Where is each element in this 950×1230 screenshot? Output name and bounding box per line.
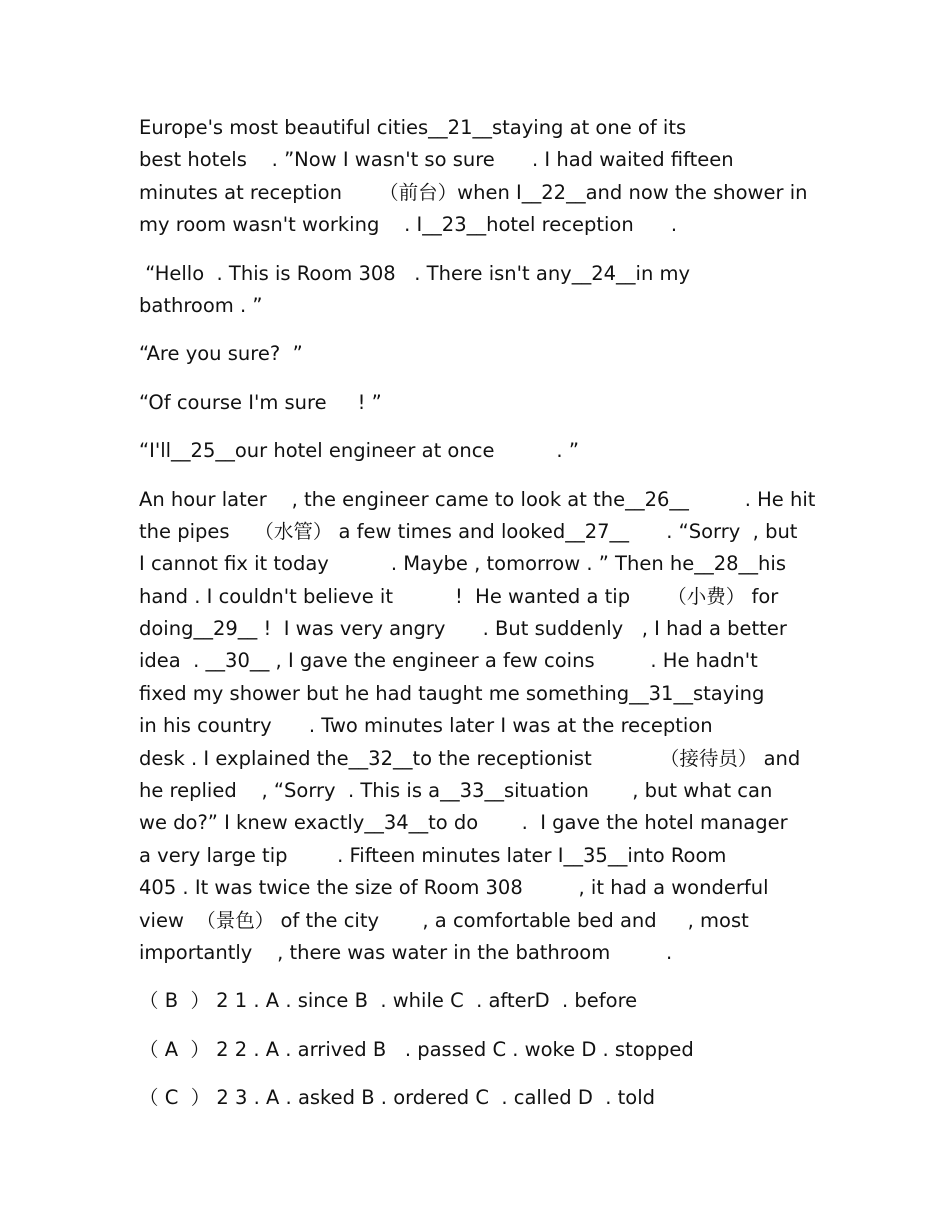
text-line: “Of course I'm sure ! ”: [139, 390, 382, 414]
text-line: best hotels . ”Now I wasn't so sure . I had waited fifteen: [139, 148, 734, 172]
text-line: desk . I explained the__32__to the receptionist （接待员） and: [139, 746, 801, 770]
paragraph-3: [139, 338, 869, 370]
text-line: idea . __30__ , I gave the engineer a few coins . He hadn't: [139, 649, 758, 673]
text-line: An hour later , the engineer came to look at the__26__ . He hit: [139, 487, 816, 511]
text-line: minutes at reception （前台）when I__22__and now the shower in: [139, 180, 808, 204]
text-line: “Are you sure? ”: [139, 342, 303, 366]
cloze-passage: [139, 112, 869, 969]
question-list: [139, 985, 869, 1131]
text-line: a very large tip . Fifteen minutes later I__35__into Room: [139, 843, 727, 867]
paragraph-5: [139, 435, 869, 467]
paragraph-2: [139, 258, 869, 323]
text-line: my room wasn't working . I__23__hotel reception .: [139, 213, 678, 237]
document-page: [139, 112, 869, 1131]
text-line: the pipes （水管） a few times and looked__27__ . “Sorry , but: [139, 519, 798, 543]
text-line: I cannot fix it today . Maybe , tomorrow . ” Then he__28__his: [139, 552, 786, 576]
paragraph-1: [139, 112, 869, 242]
question-item-23: （ C ） 2 3 . A . asked B . ordered C . called D . told: [139, 1086, 656, 1110]
text-line: view （景色） of the city , a comfortable bed and , most: [139, 908, 749, 932]
question-item-21: （ B ） 2 1 . A . since B . while C . afterD . before: [139, 989, 638, 1013]
text-line: bathroom . ”: [139, 293, 263, 317]
text-line: in his country . Two minutes later I was at the reception: [139, 714, 713, 738]
text-line: fixed my shower but he had taught me something__31__staying: [139, 681, 765, 705]
text-line: hand . I couldn't believe it ! He wanted a tip （小费） for: [139, 584, 779, 608]
paragraph-4: [139, 387, 869, 419]
text-line: importantly , there was water in the bathroom .: [139, 940, 673, 964]
paragraph-6: [139, 484, 869, 970]
text-line: “Hello . This is Room 308 . There isn't any__24__in my: [139, 261, 691, 285]
text-line: “I'll__25__our hotel engineer at once . ”: [139, 439, 579, 463]
text-line: Europe's most beautiful cities__21__staying at one of its: [139, 116, 687, 139]
text-line: doing__29__ ! I was very angry . But suddenly , I had a better: [139, 617, 787, 641]
text-line: we do?” I knew exactly__34__to do . I gave the hotel manager: [139, 811, 788, 835]
text-line: he replied , “Sorry . This is a__33__situation , but what can: [139, 779, 773, 803]
question-item-22: （ A ） 2 2 . A . arrived B . passed C . woke D . stopped: [139, 1037, 694, 1061]
text-line: 405 . It was twice the size of Room 308 , it had a wonderful: [139, 876, 769, 900]
